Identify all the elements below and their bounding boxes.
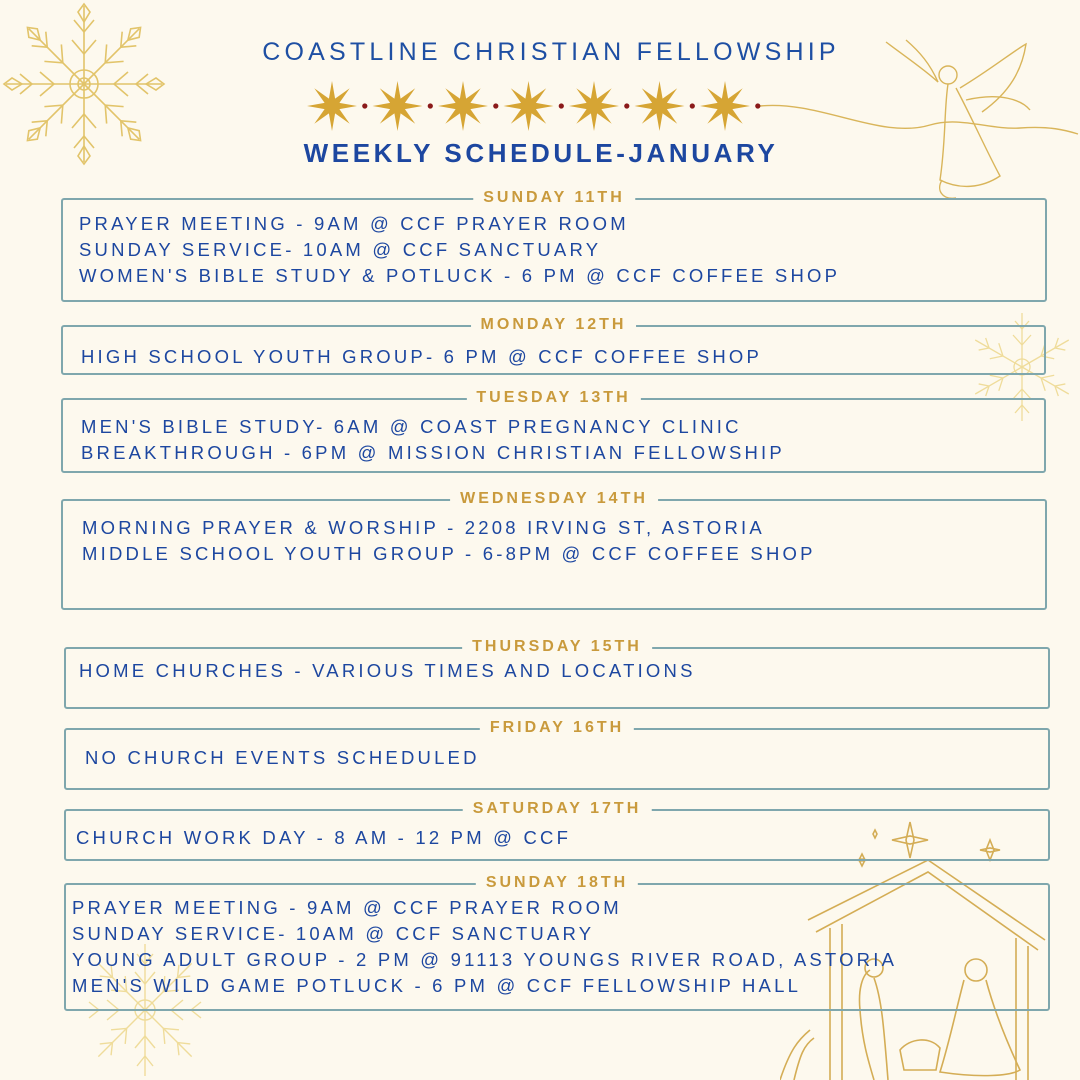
event-item: CHURCH WORK DAY - 8 AM - 12 PM @ CCF [76, 827, 572, 848]
dot-icon [362, 103, 367, 108]
stars-divider [300, 76, 770, 136]
event-item: BREAKTHROUGH - 6PM @ MISSION CHRISTIAN FELLOWSHIP [81, 442, 785, 463]
day-label: SUNDAY 11TH [473, 187, 635, 209]
star-icon [569, 81, 619, 131]
day-label: TUESDAY 13TH [466, 387, 640, 409]
organization-name: COASTLINE CHRISTIAN FELLOWSHIP [262, 38, 840, 66]
event-item: MEN'S BIBLE STUDY- 6AM @ COAST PREGNANCY CLINIC [81, 416, 742, 437]
day-label: FRIDAY 16TH [480, 717, 634, 739]
event-item: SUNDAY SERVICE- 10AM @ CCF SANCTUARY [72, 923, 595, 944]
day-label: THURSDAY 15TH [462, 636, 652, 658]
day-section-thursday-15 [64, 638, 1050, 709]
event-item: PRAYER MEETING - 9AM @ CCF PRAYER ROOM [72, 897, 622, 918]
day-label: MONDAY 12TH [471, 314, 637, 336]
dot-icon [624, 103, 629, 108]
day-label: WEDNESDAY 14TH [450, 488, 658, 510]
event-item: NO CHURCH EVENTS SCHEDULED [85, 747, 480, 768]
day-section-sunday-18 [64, 874, 1050, 1011]
dot-icon [428, 103, 433, 108]
star-icon [438, 81, 488, 131]
dot-icon [493, 103, 498, 108]
event-item: YOUNG ADULT GROUP - 2 PM @ 91113 YOUNGS RIVER ROAD, ASTORIA [72, 949, 898, 970]
dot-icon [690, 103, 695, 108]
event-item: HOME CHURCHES - VARIOUS TIMES AND LOCATIONS [79, 660, 696, 681]
star-icon [307, 81, 357, 131]
event-item: HIGH SCHOOL YOUTH GROUP- 6 PM @ CCF COFFEE SHOP [81, 346, 763, 367]
event-item: MIDDLE SCHOOL YOUTH GROUP - 6-8PM @ CCF COFFEE SHOP [82, 543, 816, 564]
day-section-wednesday-14 [61, 490, 1047, 610]
star-icon [700, 81, 750, 131]
schedule-title: WEEKLY SCHEDULE-JANUARY [303, 138, 779, 168]
day-section-friday-16 [64, 719, 1050, 790]
event-item: SUNDAY SERVICE- 10AM @ CCF SANCTUARY [79, 239, 602, 260]
day-section-monday-12 [61, 316, 1046, 375]
event-item: WOMEN'S BIBLE STUDY & POTLUCK - 6 PM @ CCF COFFEE SHOP [79, 265, 841, 286]
event-item: PRAYER MEETING - 9AM @ CCF PRAYER ROOM [79, 213, 629, 234]
star-icon [373, 81, 423, 131]
day-section-sunday-11 [61, 189, 1047, 302]
dot-icon [559, 103, 564, 108]
day-label: SATURDAY 17TH [463, 798, 652, 820]
event-item: MEN'S WILD GAME POTLUCK - 6 PM @ CCF FELLOWSHIP HALL [72, 975, 802, 996]
star-icon [635, 81, 685, 131]
event-item: MORNING PRAYER & WORSHIP - 2208 IRVING ST, ASTORIA [82, 517, 765, 538]
star-icon [504, 81, 554, 131]
day-section-tuesday-13 [61, 389, 1046, 473]
day-section-saturday-17 [64, 800, 1050, 861]
day-label: SUNDAY 18TH [476, 872, 638, 894]
dot-icon [755, 103, 760, 108]
